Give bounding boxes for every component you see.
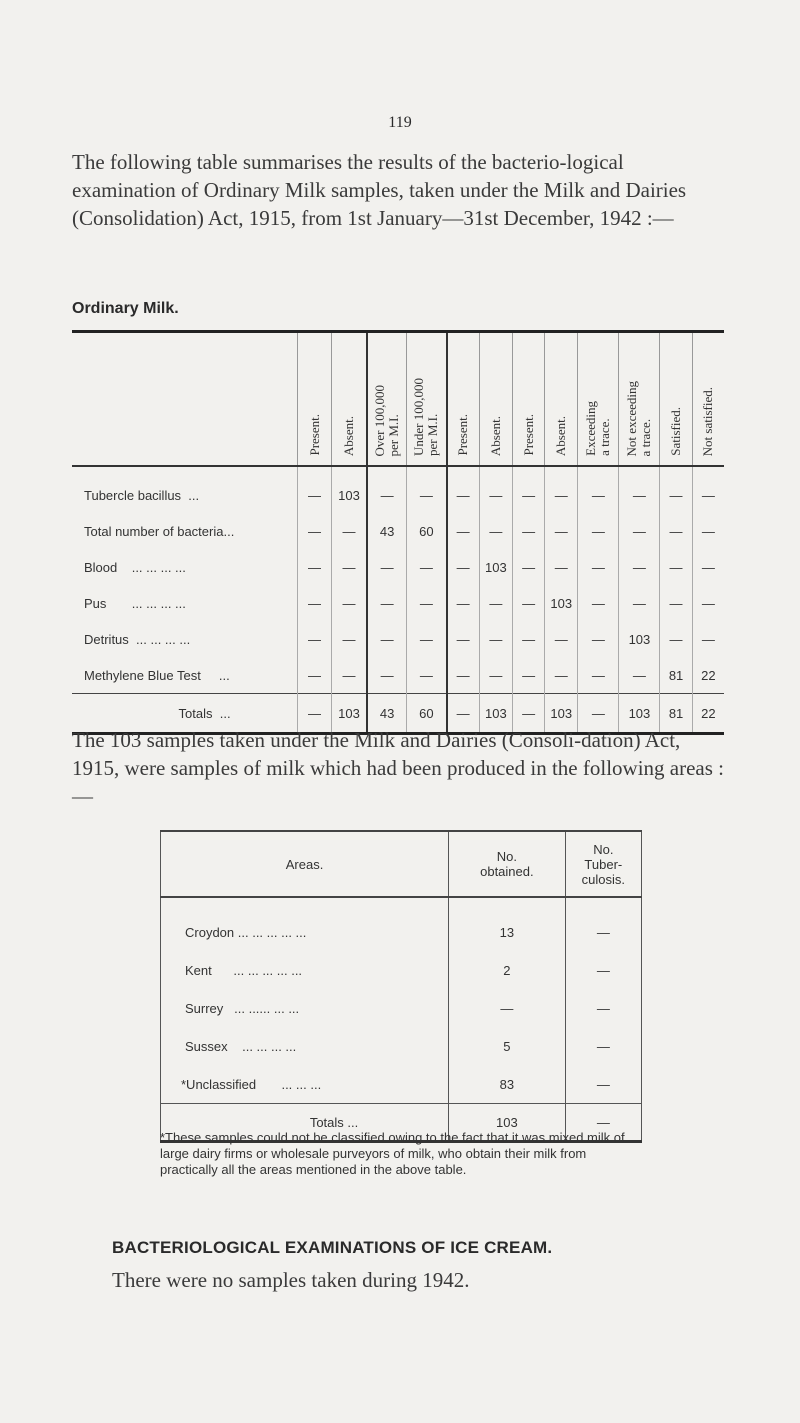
table-cell: — [578, 513, 619, 549]
table-cell: 43 [367, 694, 407, 734]
table-cell: — [660, 585, 692, 621]
table-cell: — [619, 513, 660, 549]
table-cell: — [692, 513, 724, 549]
header-cell: Satisfied. [660, 332, 692, 467]
table-cell: — [447, 549, 480, 585]
ice-cream-heading: BACTERIOLOGICAL EXAMINATIONS OF ICE CREAM. [112, 1238, 553, 1257]
table-cell: 103 [545, 694, 578, 734]
row-label: Detritus ... ... ... ... [84, 631, 191, 647]
header-cell: Not exceeding a trace. [619, 332, 660, 467]
table-cell: — [545, 513, 578, 549]
header-blank [72, 332, 298, 467]
table-cell: — [545, 549, 578, 585]
table-cell: — [298, 466, 332, 513]
table-cell: 13 [449, 897, 566, 951]
table-cell: — [447, 466, 480, 513]
table-cell: — [578, 549, 619, 585]
table-cell: — [449, 989, 566, 1027]
table-cell: — [407, 466, 447, 513]
table-cell: — [367, 585, 407, 621]
table-cell: — [332, 657, 367, 694]
table-cell: — [367, 549, 407, 585]
table-cell: — [692, 466, 724, 513]
table-cell: — [447, 513, 480, 549]
table-cell: — [332, 513, 367, 549]
table-cell: — [298, 585, 332, 621]
table-cell: — [367, 657, 407, 694]
table-cell: — [367, 621, 407, 657]
table-cell: — [298, 621, 332, 657]
table-cell: — [447, 585, 480, 621]
table-cell: — [447, 657, 480, 694]
areas-paragraph: The 103 samples taken under the Milk and Dairies (Consoli-dation) Act, 1915, were samples of milk which had been produced in the following areas :— [72, 728, 724, 808]
table-cell: — [512, 549, 544, 585]
table-cell: — [578, 466, 619, 513]
table-row [72, 585, 724, 621]
table-cell: 103 [332, 694, 367, 734]
table-cell: — [512, 513, 544, 549]
table-cell: — [407, 657, 447, 694]
table-cell: 103 [332, 466, 367, 513]
table-cell: — [565, 1065, 641, 1104]
table-cell: — [578, 694, 619, 734]
table-cell: 43 [367, 513, 407, 549]
table-cell: — [660, 513, 692, 549]
totals-label: Totals ... [161, 1104, 449, 1142]
table-cell: — [619, 585, 660, 621]
table-cell: 60 [407, 513, 447, 549]
ice-cream-text: There were no samples taken during 1942. [112, 1268, 470, 1292]
table-cell: — [298, 694, 332, 734]
table-cell: — [479, 585, 512, 621]
table-cell: — [565, 897, 641, 951]
table-cell: — [545, 657, 578, 694]
table-cell: 22 [692, 694, 724, 734]
header-cell: Under 100,000 per M.I. [407, 332, 447, 467]
header-cell: Exceeding a trace. [578, 332, 619, 467]
table-cell: 103 [545, 585, 578, 621]
table-cell: — [407, 585, 447, 621]
table-row [72, 513, 724, 549]
table-cell: — [407, 549, 447, 585]
table-row [161, 951, 642, 989]
table-cell: — [565, 1104, 641, 1142]
table-cell: 103 [619, 621, 660, 657]
table-cell: — [407, 621, 447, 657]
header-areas: Areas. [161, 831, 449, 897]
footnote: *These samples could not be classified owing to the fact that it was mixed milk of large dairy firms or wholesale purveyors of milk, who obtain their milk from practically all the areas mentioned in the above table. [160, 1130, 625, 1177]
table-cell: 22 [692, 657, 724, 694]
table-cell: — [512, 657, 544, 694]
table-cell: — [479, 657, 512, 694]
table-cell: — [619, 466, 660, 513]
table-cell: — [692, 585, 724, 621]
table-cell: — [367, 466, 407, 513]
table-cell: 103 [619, 694, 660, 734]
table-cell: — [692, 549, 724, 585]
table-cell: — [660, 549, 692, 585]
header-cell: Present. [512, 332, 544, 467]
intro-paragraph: The following table summarises the results of the bacterio-logical examination of Ordinary Milk samples, taken under the Milk and Dairies (Consolidation) Act, 1915, from 1st January—31st December, 1942 :— [72, 150, 687, 230]
table-cell: — [619, 549, 660, 585]
table-cell: 2 [449, 951, 566, 989]
table-row [72, 657, 724, 694]
table-cell: — [512, 694, 544, 734]
row-label: Tubercle bacillus ... [84, 487, 200, 503]
table-cell: 83 [449, 1065, 566, 1104]
header-cell: Present. [298, 332, 332, 467]
section-title: Ordinary Milk. [72, 300, 179, 317]
row-label: Methylene Blue Test ... [84, 667, 230, 683]
table-cell: — [619, 657, 660, 694]
table-cell: — [479, 466, 512, 513]
table-cell: — [298, 549, 332, 585]
table-row [161, 1065, 642, 1104]
table-cell: 103 [479, 694, 512, 734]
header-obtained: No. obtained. [449, 831, 566, 897]
table-cell: — [512, 466, 544, 513]
table-cell: — [479, 513, 512, 549]
table-row [161, 897, 642, 951]
table-cell: — [578, 585, 619, 621]
header-cell: Absent. [332, 332, 367, 467]
table-cell: — [447, 621, 480, 657]
row-label: Kent ... ... ... ... ... [161, 951, 449, 989]
table-cell: — [332, 585, 367, 621]
header-cell: Present. [447, 332, 480, 467]
row-label: Surrey ... ...... ... ... [161, 989, 449, 1027]
table-cell: — [479, 621, 512, 657]
header-cell: Absent. [545, 332, 578, 467]
table-header-row [72, 332, 724, 467]
header-cell: Over 100,000 per M.I. [367, 332, 407, 467]
table-cell: — [692, 621, 724, 657]
table-cell: — [298, 657, 332, 694]
table-cell: — [660, 621, 692, 657]
table-cell: 5 [449, 1027, 566, 1065]
table-cell: — [578, 657, 619, 694]
table-cell: 81 [660, 657, 692, 694]
row-label: Blood ... ... ... ... [84, 559, 186, 575]
table-cell: — [512, 621, 544, 657]
table-cell: — [447, 694, 480, 734]
table-cell: — [565, 989, 641, 1027]
table-cell: — [332, 621, 367, 657]
table-row [72, 549, 724, 585]
table-cell: — [512, 585, 544, 621]
page-number: 119 [388, 114, 412, 131]
table-cell: — [578, 621, 619, 657]
table-cell: — [298, 513, 332, 549]
table-row [161, 1027, 642, 1065]
table-row [72, 466, 724, 513]
table-cell: — [660, 466, 692, 513]
table-cell: — [565, 1027, 641, 1065]
row-label: Pus ... ... ... ... [84, 595, 186, 611]
table-cell: — [565, 951, 641, 989]
row-label: Total number of bacteria... [84, 523, 235, 539]
table-cell: 60 [407, 694, 447, 734]
table-cell: 103 [449, 1104, 566, 1142]
table-cell: — [545, 466, 578, 513]
table-cell: 103 [479, 549, 512, 585]
areas-table [160, 830, 642, 1143]
table-cell: — [332, 549, 367, 585]
table-header-row [161, 831, 642, 897]
header-cell: Absent. [479, 332, 512, 467]
row-label: Croydon ... ... ... ... ... [161, 897, 449, 951]
header-tuberculosis: No. Tuber-culosis. [565, 831, 641, 897]
table-cell: 81 [660, 694, 692, 734]
header-cell: Not satisfied. [692, 332, 724, 467]
table-cell: — [545, 621, 578, 657]
totals-label: Totals ... [72, 694, 298, 734]
ordinary-milk-table [72, 330, 724, 735]
table-row [72, 621, 724, 657]
table-row [161, 989, 642, 1027]
row-label: *Unclassified ... ... ... [161, 1065, 449, 1104]
row-label: Sussex ... ... ... ... [161, 1027, 449, 1065]
